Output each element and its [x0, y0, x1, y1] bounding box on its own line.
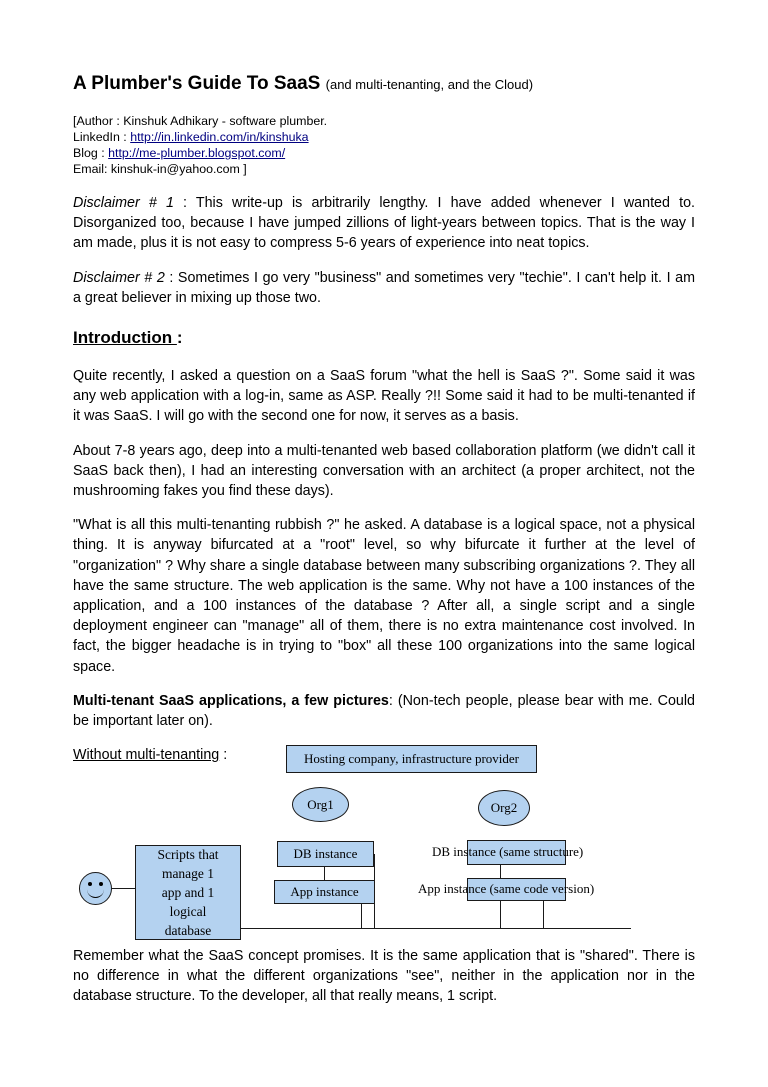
disclaimer-2 — [73, 268, 695, 308]
blog-line — [73, 145, 695, 161]
pictures-heading: Multi-tenant SaaS applications, a few pictures — [73, 692, 389, 709]
author-block — [73, 113, 695, 177]
org2-db-connector — [500, 865, 501, 878]
paragraph: About 7-8 years ago, deep into a multi-tenanted web based collaboration platform (we didn't call it SaaS back then), I had an interesting conversation with an architect (a proper architect, not the mushrooming fakes you find these days). — [73, 442, 695, 500]
title-main: A Plumber's Guide To SaaS — [73, 73, 321, 94]
org1-connector-left — [324, 867, 325, 880]
disclaimer-2-label: Disclaimer # 2 — [73, 269, 165, 286]
org2-db-instance-label: DB instance (same structure) — [432, 844, 584, 859]
introduction-colon: : — [176, 328, 183, 348]
document-page — [73, 72, 695, 765]
without-label-text: Without multi-tenanting — [73, 747, 220, 764]
org2-label: Org2 — [490, 800, 518, 815]
scripts-box — [135, 845, 241, 940]
pictures-paragraph — [73, 691, 695, 731]
disclaimer-1-label: Disclaimer # 1 — [73, 195, 174, 211]
hosting-provider-label: Hosting company, infrastructure provider — [303, 751, 520, 766]
closing-paragraph: Remember what the SaaS concept promises. It is the same application that is "shared". There is no difference in what the different organizations "see", neither in the application nor in the database structure. To the developer, all that really means, 1 script. — [73, 948, 695, 1005]
disclaimer-1-text: : This write-up is arbitrarily lengthy. I have added whenever I wanted to. Disorganized too, because I have jumped zillions of light-years between topics. That is the way I am made, plus it is not easy to compress 5-6 years of experience into neat topics. — [73, 195, 695, 252]
org1-app-instance-label: App instance — [290, 884, 359, 899]
scripts-line-2: manage 1 — [161, 866, 215, 881]
org1-label: Org1 — [307, 796, 334, 812]
linkedin-line — [73, 129, 695, 145]
blog-link[interactable]: http://me-plumber.blogspot.com/ — [108, 146, 286, 160]
org1-connector-right — [361, 904, 362, 929]
pictures-text: : (Non-tech people, please bear with me. Could be important later on). — [73, 692, 695, 730]
hosting-provider-box — [286, 745, 537, 773]
paragraph: "What is all this multi-tenanting rubbish ?" he asked. A database is a logical space, not a physical thing. It is anyway bifurcated at a "root" level, so why bifurcate it further at the level of "organization" ? Why share a single database between many subscribing organizations ?. They all have the same structure. The web application is the same. Why not have a 100 instances of the application, and a 100 instances of the database ? After all, a single script and a single deployment engineer can "manage" all of them, there is no extra maintenance cost involved. In fact, the bigger headache is in trying to "box" all these 100 organizations into the same logical space. — [73, 517, 695, 675]
paragraph: Quite recently, I asked a question on a SaaS forum "what the hell is SaaS ?". Some said it was any web application with a log-in, same as ASP. Really ?!! Some said it had to be multi-tenanted if it was SaaS. I will go with the second one for now, it serves as a basis. — [73, 368, 695, 425]
org2-app-connector — [543, 901, 544, 929]
blog-label: Blog : — [73, 146, 109, 160]
page-title — [73, 72, 695, 97]
email-line: Email: kinshuk-in@yahoo.com ] — [73, 162, 247, 176]
org2-tail-connector — [500, 901, 501, 929]
org1-db-instance-label: DB instance — [293, 846, 358, 861]
org1-node — [292, 787, 349, 822]
org2-node — [478, 790, 530, 826]
scripts-line-1: Scripts that — [157, 847, 219, 862]
without-multitenanting-diagram — [73, 745, 695, 941]
title-subtitle: (and multi-tenanting, and the Cloud) — [325, 77, 534, 92]
disclaimer-1 — [73, 193, 695, 254]
org1-db-connector — [374, 854, 375, 929]
org2-app-instance-label: App instance (same code version) — [418, 881, 595, 896]
disclaimer-2-text: : Sometimes I go very "business" and sometimes very "techie". I can't help it. I am a great believer in mixing up those two. — [73, 269, 695, 306]
introduction-heading — [73, 326, 695, 350]
org1-db-instance-box — [277, 841, 374, 867]
scripts-line-4: logical — [169, 904, 207, 919]
linkedin-link[interactable]: http://in.linkedin.com/in/kinshuka — [130, 130, 309, 144]
closing-section — [73, 946, 695, 1007]
engineer-smiley-icon — [79, 872, 112, 905]
scripts-line-3: app and 1 — [161, 885, 215, 900]
org1-app-instance-box — [274, 880, 375, 904]
scripts-line-5: database — [164, 923, 212, 938]
author-line: [Author : Kinshuk Adhikary - software plumber. — [73, 114, 328, 128]
introduction-heading-text: Introduction — [73, 328, 177, 348]
linkedin-label: LinkedIn : — [73, 130, 131, 144]
baseline-connector — [241, 928, 631, 929]
without-label-colon: : — [219, 747, 228, 764]
smiley-connector — [112, 888, 135, 889]
